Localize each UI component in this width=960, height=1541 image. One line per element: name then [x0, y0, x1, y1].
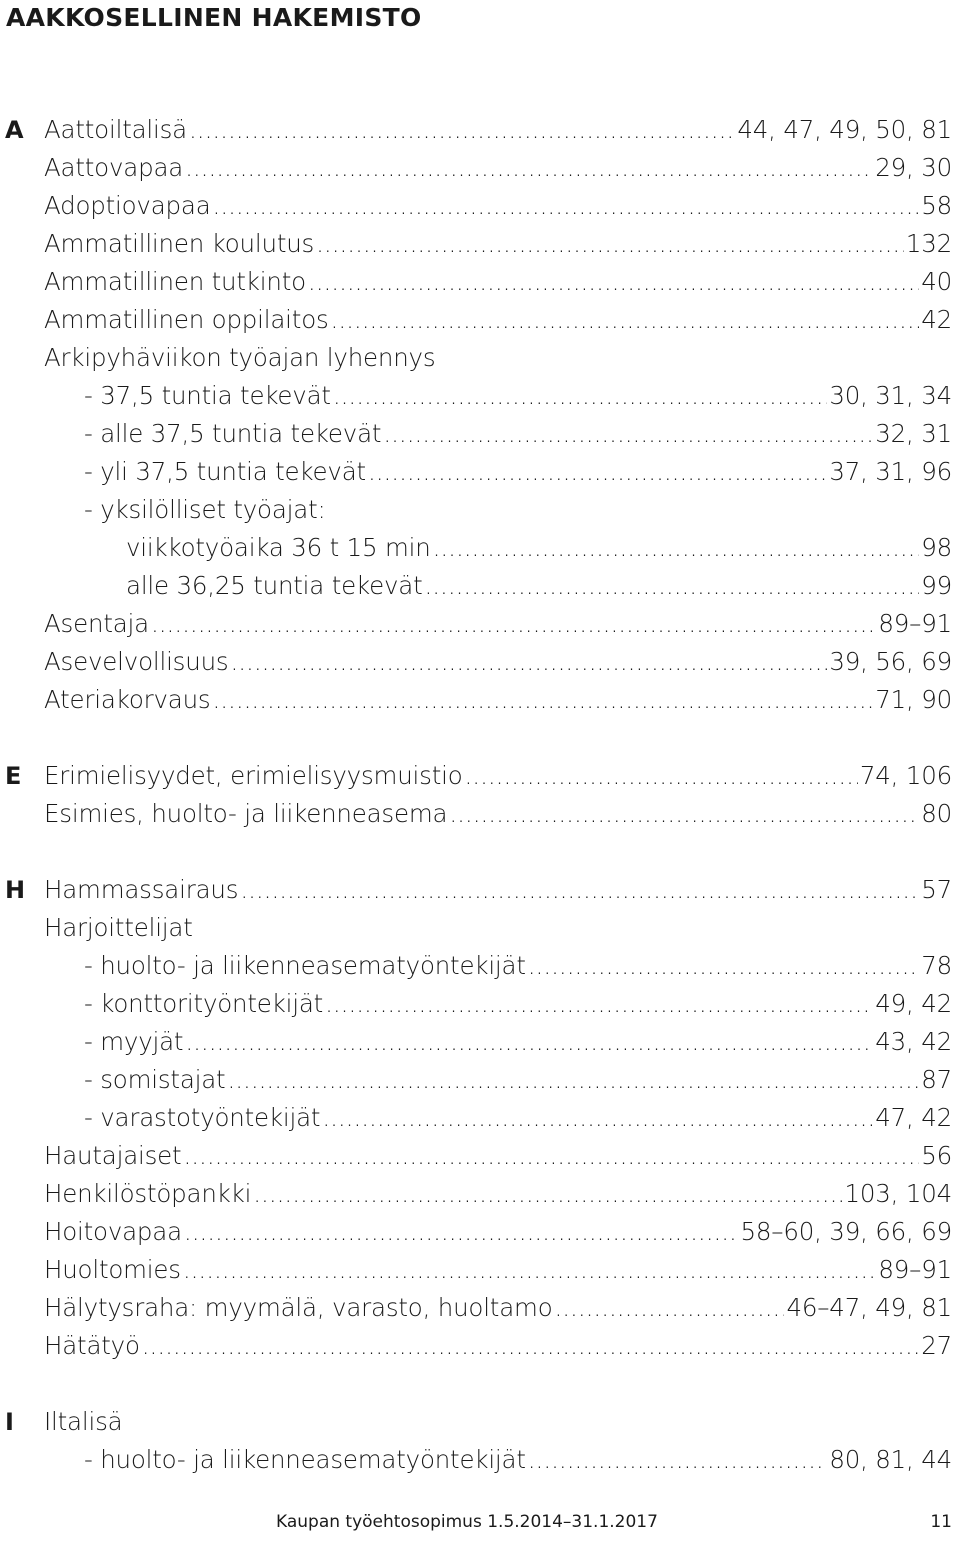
index-term: Aattoiltalisä: [44, 115, 188, 144]
index-term: Harjoittelijat: [44, 913, 193, 942]
dot-leader: [528, 1441, 828, 1479]
index-term: alle 36,25 tuntia tekevät: [126, 571, 423, 600]
index-pages: 89–91: [878, 609, 952, 638]
index-term: - huolto- ja liikenneasematyöntekijät: [84, 1445, 526, 1474]
index-term: Ammatillinen tutkinto: [44, 267, 306, 296]
index-section-i: [0, 1403, 960, 1479]
index-term: - konttorityöntekijät: [84, 989, 324, 1018]
index-entry: [44, 909, 952, 947]
index-term: Henkilöstöpankki: [44, 1179, 252, 1208]
dot-leader: [185, 1023, 873, 1061]
index-term: Aattovapaa: [44, 153, 184, 182]
dot-leader: [433, 529, 920, 567]
index-entry: [44, 643, 952, 681]
index-term: - huolto- ja liikenneasematyöntekijät: [84, 951, 526, 980]
index-entry: [44, 605, 952, 643]
section-letter: I: [5, 1408, 14, 1436]
dot-leader: [325, 985, 873, 1023]
index-pages: 80, 81, 44: [829, 1445, 952, 1474]
index-term: - 37,5 tuntia tekevät: [84, 381, 331, 410]
dot-leader: [331, 301, 920, 339]
dot-leader: [213, 187, 920, 225]
index-entry: [44, 339, 952, 377]
index-term: Hautajaiset: [44, 1141, 182, 1170]
index-term: - yksilölliset työajat:: [84, 495, 326, 524]
index-term: Arkipyhäviikon työajan lyhennys: [44, 343, 436, 372]
index-term: - varastotyöntekijät: [84, 1103, 321, 1132]
index-pages: 40: [921, 267, 952, 296]
index-entry: [84, 491, 952, 529]
index-entry: [44, 1403, 952, 1441]
index-term: Huoltomies: [44, 1255, 181, 1284]
dot-leader: [183, 1251, 877, 1289]
dot-leader: [183, 1137, 919, 1175]
index-entry: [44, 187, 952, 225]
footer-document-title: Kaupan työehtosopimus 1.5.2014–31.1.2017: [276, 1512, 658, 1532]
dot-leader: [185, 149, 873, 187]
index-term: Asentaja: [44, 609, 149, 638]
index-term: Iltalisä: [44, 1407, 123, 1436]
dot-leader: [212, 681, 873, 719]
index-pages: 99: [921, 571, 952, 600]
index-pages: 57: [921, 875, 952, 904]
index-term: Erimielisyydet, erimielisyysmuistio: [44, 761, 463, 790]
index-pages: 29, 30: [875, 153, 952, 182]
index-term: Hälytysraha: myymälä, varasto, huoltamo: [44, 1293, 553, 1322]
index-entry: [44, 757, 952, 795]
index-term: Adoptiovapaa: [44, 191, 211, 220]
index-pages: 56: [921, 1141, 952, 1170]
index-entry: [44, 871, 952, 909]
index-entry: [44, 1289, 952, 1327]
index-entry: [84, 1023, 952, 1061]
index-term: Esimies, huolto- ja liikenneasema: [44, 799, 448, 828]
dot-leader: [184, 1213, 739, 1251]
index-entry: [84, 947, 952, 985]
dot-leader: [316, 225, 904, 263]
index-entry: [126, 567, 952, 605]
dot-leader: [253, 1175, 842, 1213]
index-entry: [84, 377, 952, 415]
index-entry: [44, 1251, 952, 1289]
dot-leader: [424, 567, 919, 605]
index-section-a: [0, 111, 960, 719]
dot-leader: [333, 377, 827, 415]
index-entry: [44, 263, 952, 301]
index-pages: 132: [905, 229, 952, 258]
footer-page-number: 11: [930, 1512, 952, 1532]
index-pages: 30, 31, 34: [829, 381, 952, 410]
index-term: Asevelvollisuus: [44, 647, 229, 676]
index-pages: 27: [921, 1331, 952, 1360]
dot-leader: [554, 1289, 784, 1327]
index-entry: [126, 529, 952, 567]
dot-leader: [308, 263, 919, 301]
index-term: Ammatillinen koulutus: [44, 229, 315, 258]
index-entry: [84, 453, 952, 491]
index-entry: [44, 1327, 952, 1365]
index-pages: 32, 31: [875, 419, 952, 448]
index-entry: [84, 1061, 952, 1099]
index-pages: 98: [921, 533, 952, 562]
index-entry: [44, 681, 952, 719]
index-pages: 58–60, 39, 66, 69: [740, 1217, 952, 1246]
dot-leader: [368, 453, 827, 491]
index-pages: 37, 31, 96: [829, 457, 952, 486]
index-term: - somistajat: [84, 1065, 226, 1094]
index-pages: 87: [921, 1065, 952, 1094]
dot-leader: [227, 1061, 919, 1099]
dot-leader: [151, 605, 876, 643]
index-entry: [44, 149, 952, 187]
dot-leader: [383, 415, 873, 453]
section-letter: H: [5, 876, 26, 904]
index-term: Ateriakorvaus: [44, 685, 211, 714]
index-entry: [84, 985, 952, 1023]
index-pages: 58: [921, 191, 952, 220]
index-term: Ammatillinen oppilaitos: [44, 305, 329, 334]
dot-leader: [322, 1099, 873, 1137]
dot-leader: [449, 795, 919, 833]
index-section-h: [0, 871, 960, 1365]
section-letter: E: [5, 762, 22, 790]
index-pages: 44, 47, 49, 50, 81: [737, 115, 952, 144]
index-pages: 42: [921, 305, 952, 334]
index-pages: 49, 42: [875, 989, 952, 1018]
index-pages: 71, 90: [875, 685, 952, 714]
section-letter: A: [5, 116, 24, 144]
index-entry: [44, 1213, 952, 1251]
dot-leader: [465, 757, 858, 795]
index-entry: [44, 111, 952, 149]
index-pages: 46–47, 49, 81: [786, 1293, 952, 1322]
index-pages: 80: [921, 799, 952, 828]
index-entry: [44, 1137, 952, 1175]
index-body: [0, 111, 960, 1479]
index-pages: 78: [921, 951, 952, 980]
index-term: - myyjät: [84, 1027, 184, 1056]
index-pages: 103, 104: [844, 1179, 952, 1208]
index-entry: [84, 1099, 952, 1137]
index-pages: 89–91: [878, 1255, 952, 1284]
index-term: Hoitovapaa: [44, 1217, 182, 1246]
index-entry: [44, 225, 952, 263]
index-entry: [84, 415, 952, 453]
index-term: viikkotyöaika 36 t 15 min: [126, 533, 431, 562]
dot-leader: [142, 1327, 919, 1365]
index-pages: 47, 42: [875, 1103, 952, 1132]
index-pages: 74, 106: [859, 761, 952, 790]
index-entry: [44, 1175, 952, 1213]
index-entry: [84, 1441, 952, 1479]
index-term: Hätätyö: [44, 1331, 140, 1360]
index-term: - yli 37,5 tuntia tekevät: [84, 457, 366, 486]
page-title: AAKKOSELLINEN HAKEMISTO: [6, 3, 422, 32]
dot-leader: [230, 643, 827, 681]
index-section-e: [0, 757, 960, 833]
index-entry: [44, 795, 952, 833]
dot-leader: [528, 947, 919, 985]
index-pages: 43, 42: [875, 1027, 952, 1056]
index-term: Hammassairaus: [44, 875, 239, 904]
index-pages: 39, 56, 69: [829, 647, 952, 676]
dot-leader: [189, 111, 735, 149]
dot-leader: [240, 871, 919, 909]
index-term: - alle 37,5 tuntia tekevät: [84, 419, 382, 448]
index-entry: [44, 301, 952, 339]
